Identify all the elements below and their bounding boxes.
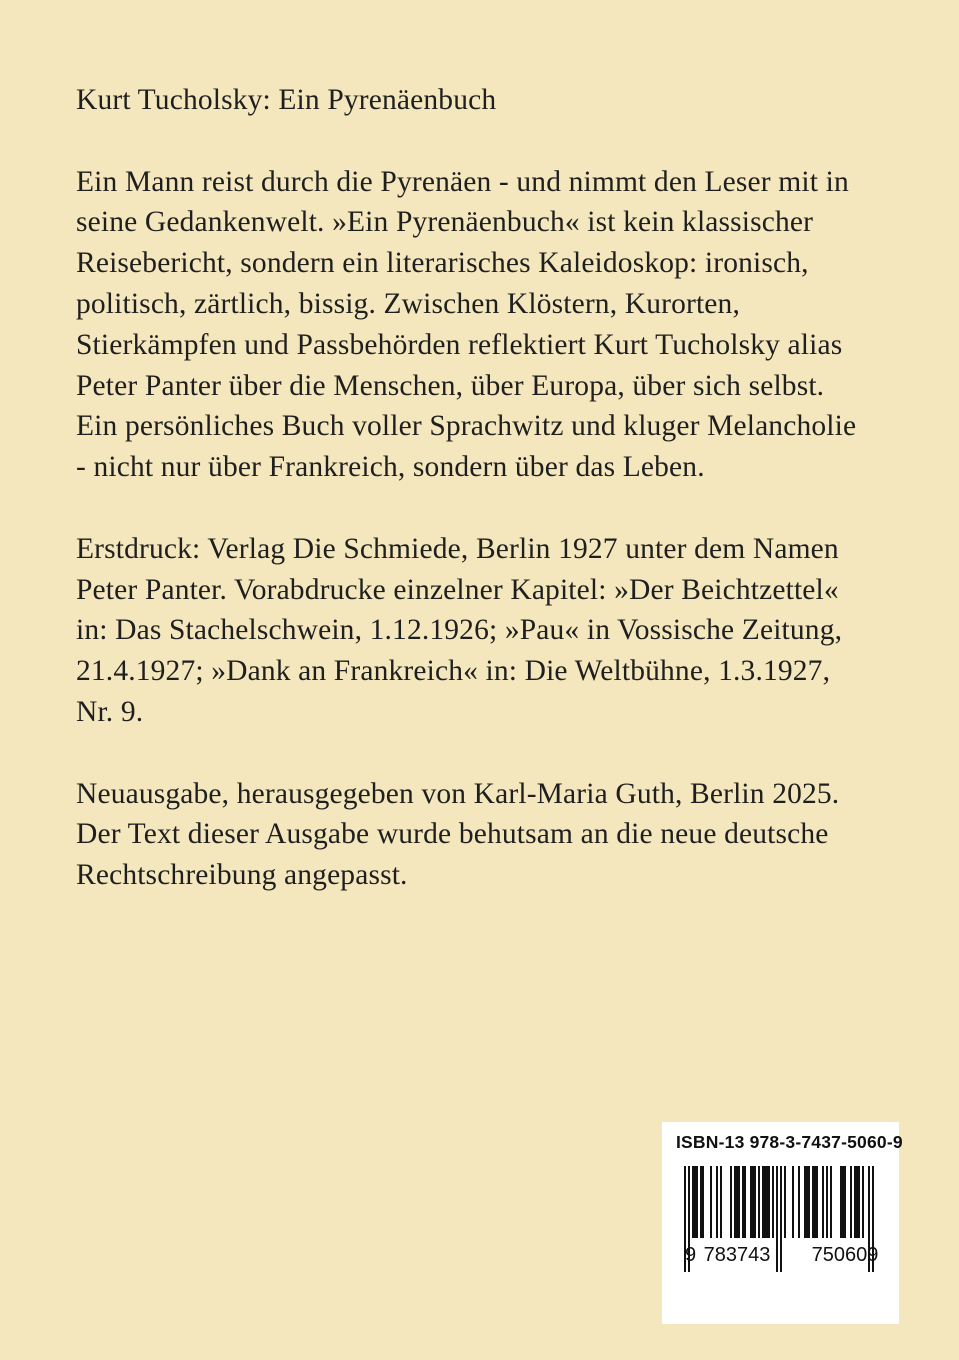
barcode-bar <box>812 1166 814 1238</box>
barcode-bar <box>710 1166 712 1238</box>
book-title: Kurt Tucholsky: Ein Pyrenäenbuch <box>76 84 497 116</box>
edition-paragraph <box>76 774 896 896</box>
barcode-bar <box>702 1166 704 1238</box>
edition-line: Neuausgabe, herausgegeben von Karl-Maria Guth, Berlin 2025. <box>76 777 840 810</box>
barcode-bar <box>858 1166 860 1238</box>
barcode-bar <box>736 1166 738 1238</box>
barcode-bar <box>826 1166 828 1238</box>
barcode-bar <box>696 1166 698 1238</box>
first-print-line: Peter Panter. Vorabdrucke einzelner Kapitel: »Der Beichtzettel« <box>76 573 839 606</box>
description-line: Stierkämpfen und Passbehörden reflektiert Kurt Tucholsky alias <box>76 328 843 361</box>
barcode-bar <box>734 1166 736 1238</box>
barcode-bar <box>840 1166 842 1238</box>
barcode-bar <box>758 1166 760 1238</box>
barcode-bar <box>784 1166 786 1238</box>
barcode-bar <box>844 1166 846 1238</box>
back-cover-text <box>76 80 896 937</box>
edition-line: Rechtschreibung angepasst. <box>76 859 408 892</box>
barcode-bar <box>772 1166 774 1238</box>
description-line: Ein persönliches Buch voller Sprachwitz und kluger Melancholie <box>76 410 857 443</box>
barcode-bar <box>862 1166 864 1238</box>
barcode-bar <box>742 1166 744 1238</box>
barcode-bar <box>806 1166 808 1238</box>
barcode-bar <box>792 1166 794 1238</box>
barcode-bar <box>762 1166 764 1238</box>
description-line: - nicht nur über Frankreich, sondern über das Leben. <box>76 451 705 484</box>
barcode-bar <box>798 1166 800 1238</box>
description-paragraph <box>76 162 896 488</box>
first-print-line: 21.4.1927; »Dank an Frankreich« in: Die Weltbühne, 1.3.1927, <box>76 655 831 688</box>
barcode-bar <box>808 1166 810 1238</box>
barcode-bar <box>780 1166 782 1272</box>
barcode-bar <box>750 1166 752 1238</box>
barcode-bar <box>764 1166 766 1238</box>
barcode-bar <box>822 1166 824 1238</box>
barcode-bar <box>744 1166 746 1238</box>
barcode-bar <box>700 1166 702 1238</box>
isbn-label: ISBN-13 978-3-7437-5060-9 <box>676 1132 903 1152</box>
barcode-bar <box>692 1166 694 1238</box>
barcode-bar <box>730 1166 732 1238</box>
first-print-line: Nr. 9. <box>76 695 144 728</box>
barcode-bar <box>850 1166 852 1238</box>
barcode-bar <box>830 1166 832 1238</box>
barcode-bar <box>856 1166 858 1238</box>
first-print-paragraph <box>76 529 896 733</box>
barcode-bar <box>694 1166 696 1238</box>
barcode-digit-first: 9 <box>685 1244 697 1266</box>
barcode-bar <box>842 1166 844 1238</box>
description-line: Peter Panter über die Menschen, über Europa, über sich selbst. <box>76 369 825 402</box>
edition-line: Der Text dieser Ausgabe wurde behutsam an die neue deutsche <box>76 818 829 851</box>
description-line: Reisebericht, sondern ein literarisches Kaleidoskop: ironisch, <box>76 247 809 280</box>
description-line: politisch, zärtlich, bissig. Zwischen Klöstern, Kurorten, <box>76 287 740 320</box>
barcode-bar <box>768 1166 770 1238</box>
barcode-bar <box>738 1166 740 1238</box>
isbn-barcode-box <box>662 1122 903 1324</box>
description-line: seine Gedankenwelt. »Ein Pyrenäenbuch« ist kein klassischer <box>76 206 814 239</box>
description-line: Ein Mann reist durch die Pyrenäen - und nimmt den Leser mit in <box>76 165 849 198</box>
barcode-bar <box>816 1166 818 1238</box>
barcode-digits-left: 783743 <box>703 1244 771 1266</box>
barcode-bar <box>776 1166 778 1272</box>
barcode-bar <box>766 1166 768 1238</box>
barcode-bar <box>716 1166 718 1238</box>
barcode-bar <box>752 1166 754 1238</box>
barcode-bar <box>754 1166 756 1238</box>
barcode-graphic <box>662 1122 899 1324</box>
barcode-digits-right: 750609 <box>811 1244 879 1266</box>
first-print-line: in: Das Stachelschwein, 1.12.1926; »Pau« in Vossische Zeitung, <box>76 614 843 647</box>
barcode-bar <box>854 1166 856 1238</box>
first-print-line: Erstdruck: Verlag Die Schmiede, Berlin 1927 unter dem Namen <box>76 532 839 565</box>
barcode-bar <box>814 1166 816 1238</box>
barcode-bar <box>804 1166 806 1238</box>
barcode-bar <box>720 1166 722 1238</box>
